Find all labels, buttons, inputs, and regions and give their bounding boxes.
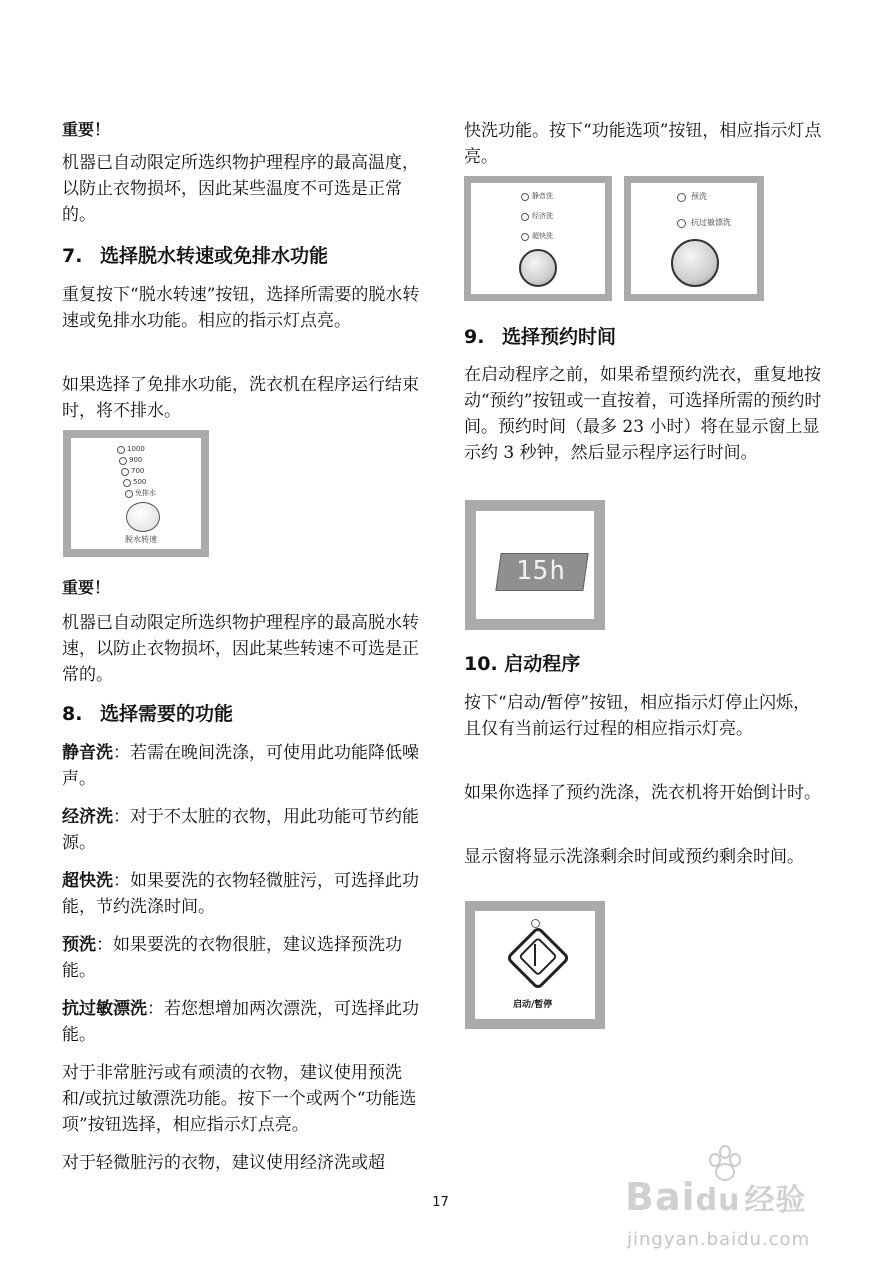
important-heading-2: 重要！ — [62, 578, 111, 597]
function-option-button[interactable] — [519, 249, 557, 287]
feature-term: 经济洗 — [62, 807, 113, 827]
feature-term: 静音洗 — [62, 743, 113, 763]
important-text-2: 机器已自动限定所选织物护理程序的最高脱水转速，以防止衣物损坏，因此某些转速不可选是正常的。 — [62, 613, 419, 685]
led-indicator — [521, 233, 529, 241]
option-anti-allergy: 抗过敏漂洗 — [691, 218, 731, 227]
option-eco: 经济洗 — [532, 212, 553, 220]
section-7-para-1: 重复按下“脱水转速”按钮，选择所需要的脱水转速或免排水功能。相应的指示灯点亮。 — [62, 285, 420, 331]
play-pause-icon — [534, 944, 536, 966]
spin-option-1000: 1000 — [127, 445, 145, 453]
section-10-para-3: 显示窗将显示洗涤剩余时间或预约剩余时间。 — [464, 847, 804, 867]
led-indicator — [123, 479, 131, 487]
feature-anti-allergy — [62, 996, 424, 1048]
watermark-url: jingyan.baidu.com — [627, 1229, 811, 1250]
spin-speed-button[interactable] — [126, 502, 160, 532]
section-8-para-end-1: 对于非常脏污或有顽渍的衣物，建议使用预洗和/或抗过敏漂洗功能。按下一个或两个“功能选项”按钮选择，相应指示灯点亮。 — [62, 1063, 417, 1135]
feature-quiet-wash — [62, 740, 424, 792]
feature-term: 超快洗 — [62, 871, 113, 891]
led-indicator — [117, 446, 125, 454]
spin-option-no-drain: 免排水 — [135, 489, 156, 497]
section-8-number: 8. — [62, 703, 83, 725]
led-indicator — [521, 193, 529, 201]
feature-desc: ：若需在晚间洗涤，可使用此功能降低噪声。 — [62, 743, 419, 789]
feature-eco-wash — [62, 804, 424, 856]
led-indicator — [121, 468, 129, 476]
led-indicator — [677, 219, 686, 228]
section-8-para-cont: 快洗功能。按下“功能选项”按钮，相应指示灯点亮。 — [464, 121, 822, 167]
spin-option-500: 500 — [133, 478, 147, 486]
function-option-button[interactable] — [671, 239, 719, 287]
spin-speed-panel — [71, 438, 201, 549]
option-super-quick: 超快洗 — [532, 232, 553, 240]
display-panel-figure — [465, 500, 605, 630]
spin-speed-label: 脱水转速 — [125, 535, 157, 544]
function-panel-b-figure — [624, 176, 764, 301]
option-quiet: 静音洗 — [532, 192, 553, 200]
section-9-title: 选择预约时间 — [502, 326, 617, 348]
spin-option-900: 900 — [129, 456, 143, 464]
led-indicator — [119, 457, 127, 465]
baidu-jingyan-watermark — [625, 1145, 845, 1265]
watermark-product: 经验 — [744, 1183, 807, 1218]
option-prewash: 预洗 — [691, 192, 707, 201]
section-8-title: 选择需要的功能 — [100, 703, 234, 725]
led-indicator — [677, 193, 686, 202]
important-text-1: 机器已自动限定所选织物护理程序的最高温度，以防止衣物损坏，因此某些温度不可选是正常的。 — [62, 153, 419, 225]
start-pause-panel-figure — [465, 901, 605, 1029]
spin-speed-panel-figure — [63, 430, 209, 557]
feature-desc: ：若您想增加两次漂洗，可选择此功能。 — [62, 999, 419, 1045]
watermark-brand-2: du — [695, 1183, 741, 1218]
feature-prewash — [62, 932, 424, 984]
feature-super-quick — [62, 868, 424, 920]
section-7-para-2: 如果选择了免排水功能，洗衣机在程序运行结束时，将不排水。 — [62, 375, 419, 421]
feature-desc: ：如果要洗的衣物很脏，建议选择预洗功能。 — [62, 935, 402, 981]
feature-term: 抗过敏漂洗 — [62, 999, 147, 1019]
function-panel-a-figure — [464, 176, 612, 301]
important-heading-1: 重要！ — [62, 120, 111, 139]
start-pause-panel — [475, 911, 595, 1019]
led-indicator — [125, 490, 133, 498]
watermark-brand: Bai — [625, 1175, 696, 1219]
section-8-para-end-2: 对于轻微脏污的衣物，建议使用经济洗或超 — [62, 1153, 385, 1173]
function-panel-b — [631, 183, 757, 294]
section-10-para-2: 如果你选择了预约洗涤，洗衣机将开始倒计时。 — [464, 783, 821, 803]
feature-desc: ：对于不太脏的衣物，用此功能可节约能源。 — [62, 807, 419, 853]
section-9-heading — [464, 323, 616, 351]
section-9-para: 在启动程序之前，如果希望预约洗衣，重复地按动“预约”按钮或一直按着，可选择所需的预约时间。预约时间（最多 23 小时）将在显示窗上显示约 3 秒钟，然后显示程序运行时间。 — [464, 365, 822, 463]
function-panel-a — [471, 183, 605, 294]
section-10-para-1: 按下“启动/暂停”按钮，相应指示灯停止闪烁，且仅有当前运行过程的相应指示灯亮。 — [464, 693, 811, 739]
section-7-title: 选择脱水转速或免排水功能 — [100, 245, 329, 267]
spin-option-700: 700 — [131, 467, 145, 475]
feature-desc: ：如果要洗的衣物轻微脏污，可选择此功能，节约洗涤时间。 — [62, 871, 419, 917]
section-9-number: 9. — [464, 326, 485, 348]
start-pause-button-inner — [518, 937, 558, 977]
section-10-heading: 10. 启动程序 — [464, 653, 581, 675]
section-8-heading — [62, 700, 233, 728]
watermark-logo — [625, 1175, 806, 1219]
start-pause-button[interactable] — [505, 925, 570, 990]
led-indicator — [521, 213, 529, 221]
page-number: 17 — [432, 1195, 449, 1210]
section-7-heading — [62, 242, 328, 270]
section-7-number: 7. — [62, 245, 83, 267]
start-pause-label: 启动/暂停 — [513, 1000, 553, 1010]
feature-term: 预洗 — [62, 935, 96, 955]
display-readout: 15h — [516, 556, 566, 586]
display-panel — [476, 511, 594, 619]
